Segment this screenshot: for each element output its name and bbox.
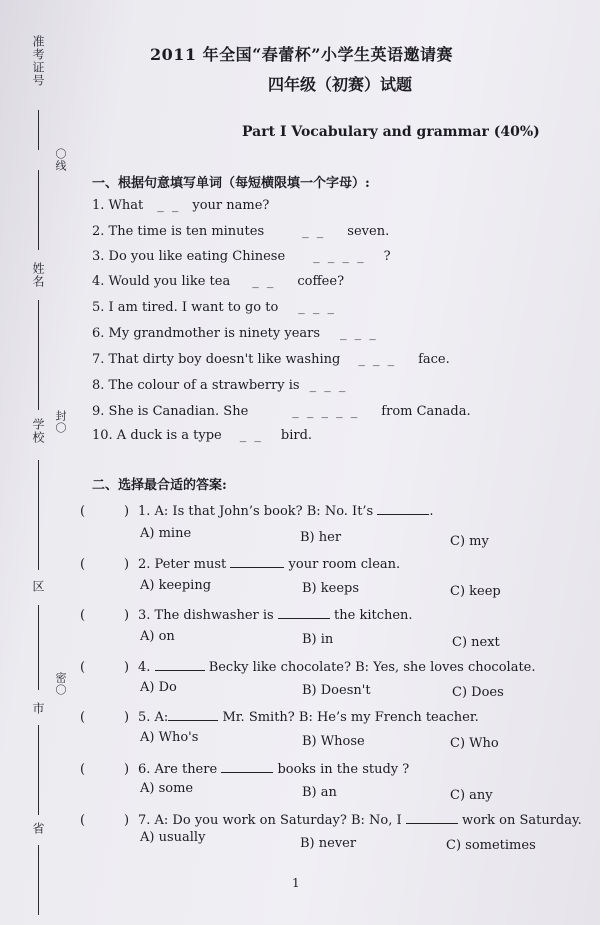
choice-question: ( ) 1. A: Is that John’s book? B: No. It’s . (80, 504, 434, 519)
fill-question: 2. The time is ten minutes _ _ seven. (92, 224, 390, 239)
fill-question: 5. I am tired. I want to go to _ _ _ (92, 300, 337, 315)
margin-line (38, 605, 39, 690)
option-b: B) never (300, 836, 357, 851)
fill-question: 9. She is Canadian. She _ _ _ _ _ from Canada. (92, 404, 471, 419)
choice-question: ( ) 5. A: Mr. Smith? B: He’s my French teacher. (80, 710, 479, 725)
margin-line (38, 725, 39, 815)
option-b: B) Whose (302, 734, 365, 749)
option-a: A) Who's (140, 730, 199, 745)
choice-question: ( ) 4. Becky like chocolate? B: Yes, she loves chocolate. (80, 660, 536, 675)
answer-blank (168, 708, 218, 721)
district-label: 区 (31, 580, 45, 593)
margin-line (38, 460, 39, 570)
option-b: B) keeps (302, 581, 360, 596)
page-number: 1 (292, 876, 300, 890)
section-2-heading: 二、选择最合适的答案: (92, 478, 227, 493)
fill-question: 3. Do you like eating Chinese _ _ _ _ ? (92, 249, 391, 264)
seal-mark-2: 密〇 (54, 672, 67, 696)
fill-question: 7. That dirty boy doesn't like washing _ _ _ face. (92, 352, 450, 367)
answer-blank (230, 555, 284, 568)
option-c: C) Who (450, 736, 499, 751)
choice-question: ( ) 2. Peter must your room clean. (80, 557, 401, 572)
fill-question: 8. The colour of a strawberry is _ _ _ (92, 378, 348, 393)
option-a: A) mine (140, 526, 192, 541)
option-a: A) keeping (140, 578, 212, 593)
choice-question: ( ) 6. Are there books in the study ? (80, 762, 410, 777)
answer-blank (278, 606, 330, 619)
option-c: C) any (450, 788, 493, 803)
option-b: B) Doesn't (302, 683, 371, 698)
section-1-heading: 一、根据句意填写单词（每短横限填一个字母）: (92, 176, 370, 191)
option-c: C) my (450, 534, 489, 549)
option-c: C) next (452, 635, 500, 650)
seal-mark: 封〇 (54, 410, 67, 434)
option-b: B) in (302, 632, 334, 647)
option-a: A) some (140, 781, 194, 796)
choice-question: ( ) 7. A: Do you work on Saturday? B: No, I work on Saturday. (80, 813, 582, 828)
fill-question: 1. What _ _ your name? (92, 198, 270, 213)
option-c: C) keep (450, 584, 501, 599)
fill-question: 6. My grandmother is ninety years _ _ _ (92, 326, 378, 341)
margin-line (38, 110, 39, 150)
answer-blank (377, 502, 429, 515)
margin-line (38, 845, 39, 915)
option-b: B) an (302, 785, 337, 800)
part-title: Part I Vocabulary and grammar (40%) (242, 124, 540, 140)
answer-blank (406, 811, 458, 824)
margin-line (38, 170, 39, 250)
name-label: 姓名 (31, 262, 45, 288)
exam-title: 2011 年全国“春蕾杯”小学生英语邀请赛 (150, 45, 454, 64)
exam-subtitle: 四年级（初赛）试题 (268, 75, 413, 94)
option-a: A) usually (140, 830, 206, 845)
answer-blank (155, 658, 205, 671)
answer-blank (221, 760, 273, 773)
fill-question: 4. Would you like tea _ _ coffee? (92, 274, 345, 289)
cut-line-mark: 〇线 (54, 148, 67, 172)
choice-question: ( ) 3. The dishwasher is the kitchen. (80, 608, 413, 623)
fill-question: 10. A duck is a type _ _ bird. (92, 428, 313, 443)
option-a: A) on (140, 629, 175, 644)
binding-margin (0, 0, 70, 925)
exam-number-label: 准考证号 (31, 35, 45, 87)
school-label: 学校 (31, 418, 45, 444)
province-label: 省 (31, 822, 45, 835)
city-label: 市 (31, 702, 45, 715)
option-c: C) Does (452, 685, 504, 700)
option-a: A) Do (140, 680, 177, 695)
margin-line (38, 300, 39, 410)
option-b: B) her (300, 530, 342, 545)
option-c: C) sometimes (446, 838, 536, 853)
